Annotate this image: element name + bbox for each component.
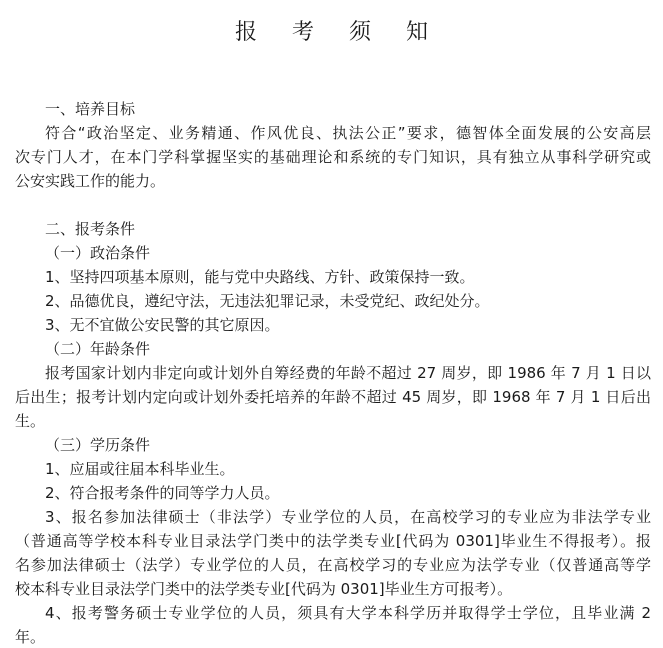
list-item: 2、品德优良，遵纪守法，无违法犯罪记录，未受党纪、政纪处分。 (45, 292, 490, 310)
subsection-heading-political: （一）政治条件 (45, 244, 151, 262)
list-item: 4、报考警务硕士专业学位的人员，须具有大学本科学历并取得学士学位，且毕业满 2 (45, 604, 651, 622)
list-item: 3、无不宜做公安民警的其它原因。 (45, 316, 280, 334)
paragraph-line: 后出生；报考计划内定向或计划外委托培养的年龄不超过 45 周岁，即 1968 年 7 月 1 日后出 (15, 388, 651, 406)
list-item: 3、报名参加法律硕士（非法学）专业学位的人员，在高校学习的专业应为非法学专业 (45, 508, 651, 526)
paragraph-line: 符合“政治坚定、业务精通、作风优良、执法公正”要求，德智体全面发展的公安高层 (45, 124, 651, 142)
paragraph-line: 年。 (15, 628, 46, 646)
page-title: 报 考 须 知 (235, 20, 442, 45)
paragraph-line: 报考国家计划内非定向或计划外自筹经费的年龄不超过 27 周岁，即 1986 年 7 月 1 日以 (45, 364, 651, 382)
paragraph-line: 次专门人才，在本门学科掌握坚实的基础理论和系统的专门知识，具有独立从事科学研究或 (15, 148, 651, 166)
subsection-heading-education: （三）学历条件 (45, 436, 151, 454)
paragraph-line: 名参加法律硕士（法学）专业学位的人员，在高校学习的专业应为法学专业（仅普通高等学 (15, 556, 651, 574)
list-item: 1、应届或往届本科毕业生。 (45, 460, 235, 478)
section-heading-training-goal: 一、培养目标 (45, 100, 136, 118)
list-item: 2、符合报考条件的同等学力人员。 (45, 484, 280, 502)
section-heading-conditions: 二、报考条件 (45, 220, 136, 238)
paragraph-line: 校本科专业目录法学门类中的法学类专业[代码为 0301]毕业生方可报考）。 (15, 580, 513, 598)
paragraph-line: 公安实践工作的能力。 (15, 172, 166, 190)
paragraph-line: 生。 (15, 412, 46, 430)
paragraph-line: （普通高等学校本科专业目录法学门类中的法学类专业[代码为 0301]毕业生不得报考）。报 (15, 532, 651, 550)
subsection-heading-age: （二）年龄条件 (45, 340, 151, 358)
list-item: 1、坚持四项基本原则，能与党中央路线、方针、政策保持一致。 (45, 268, 475, 286)
